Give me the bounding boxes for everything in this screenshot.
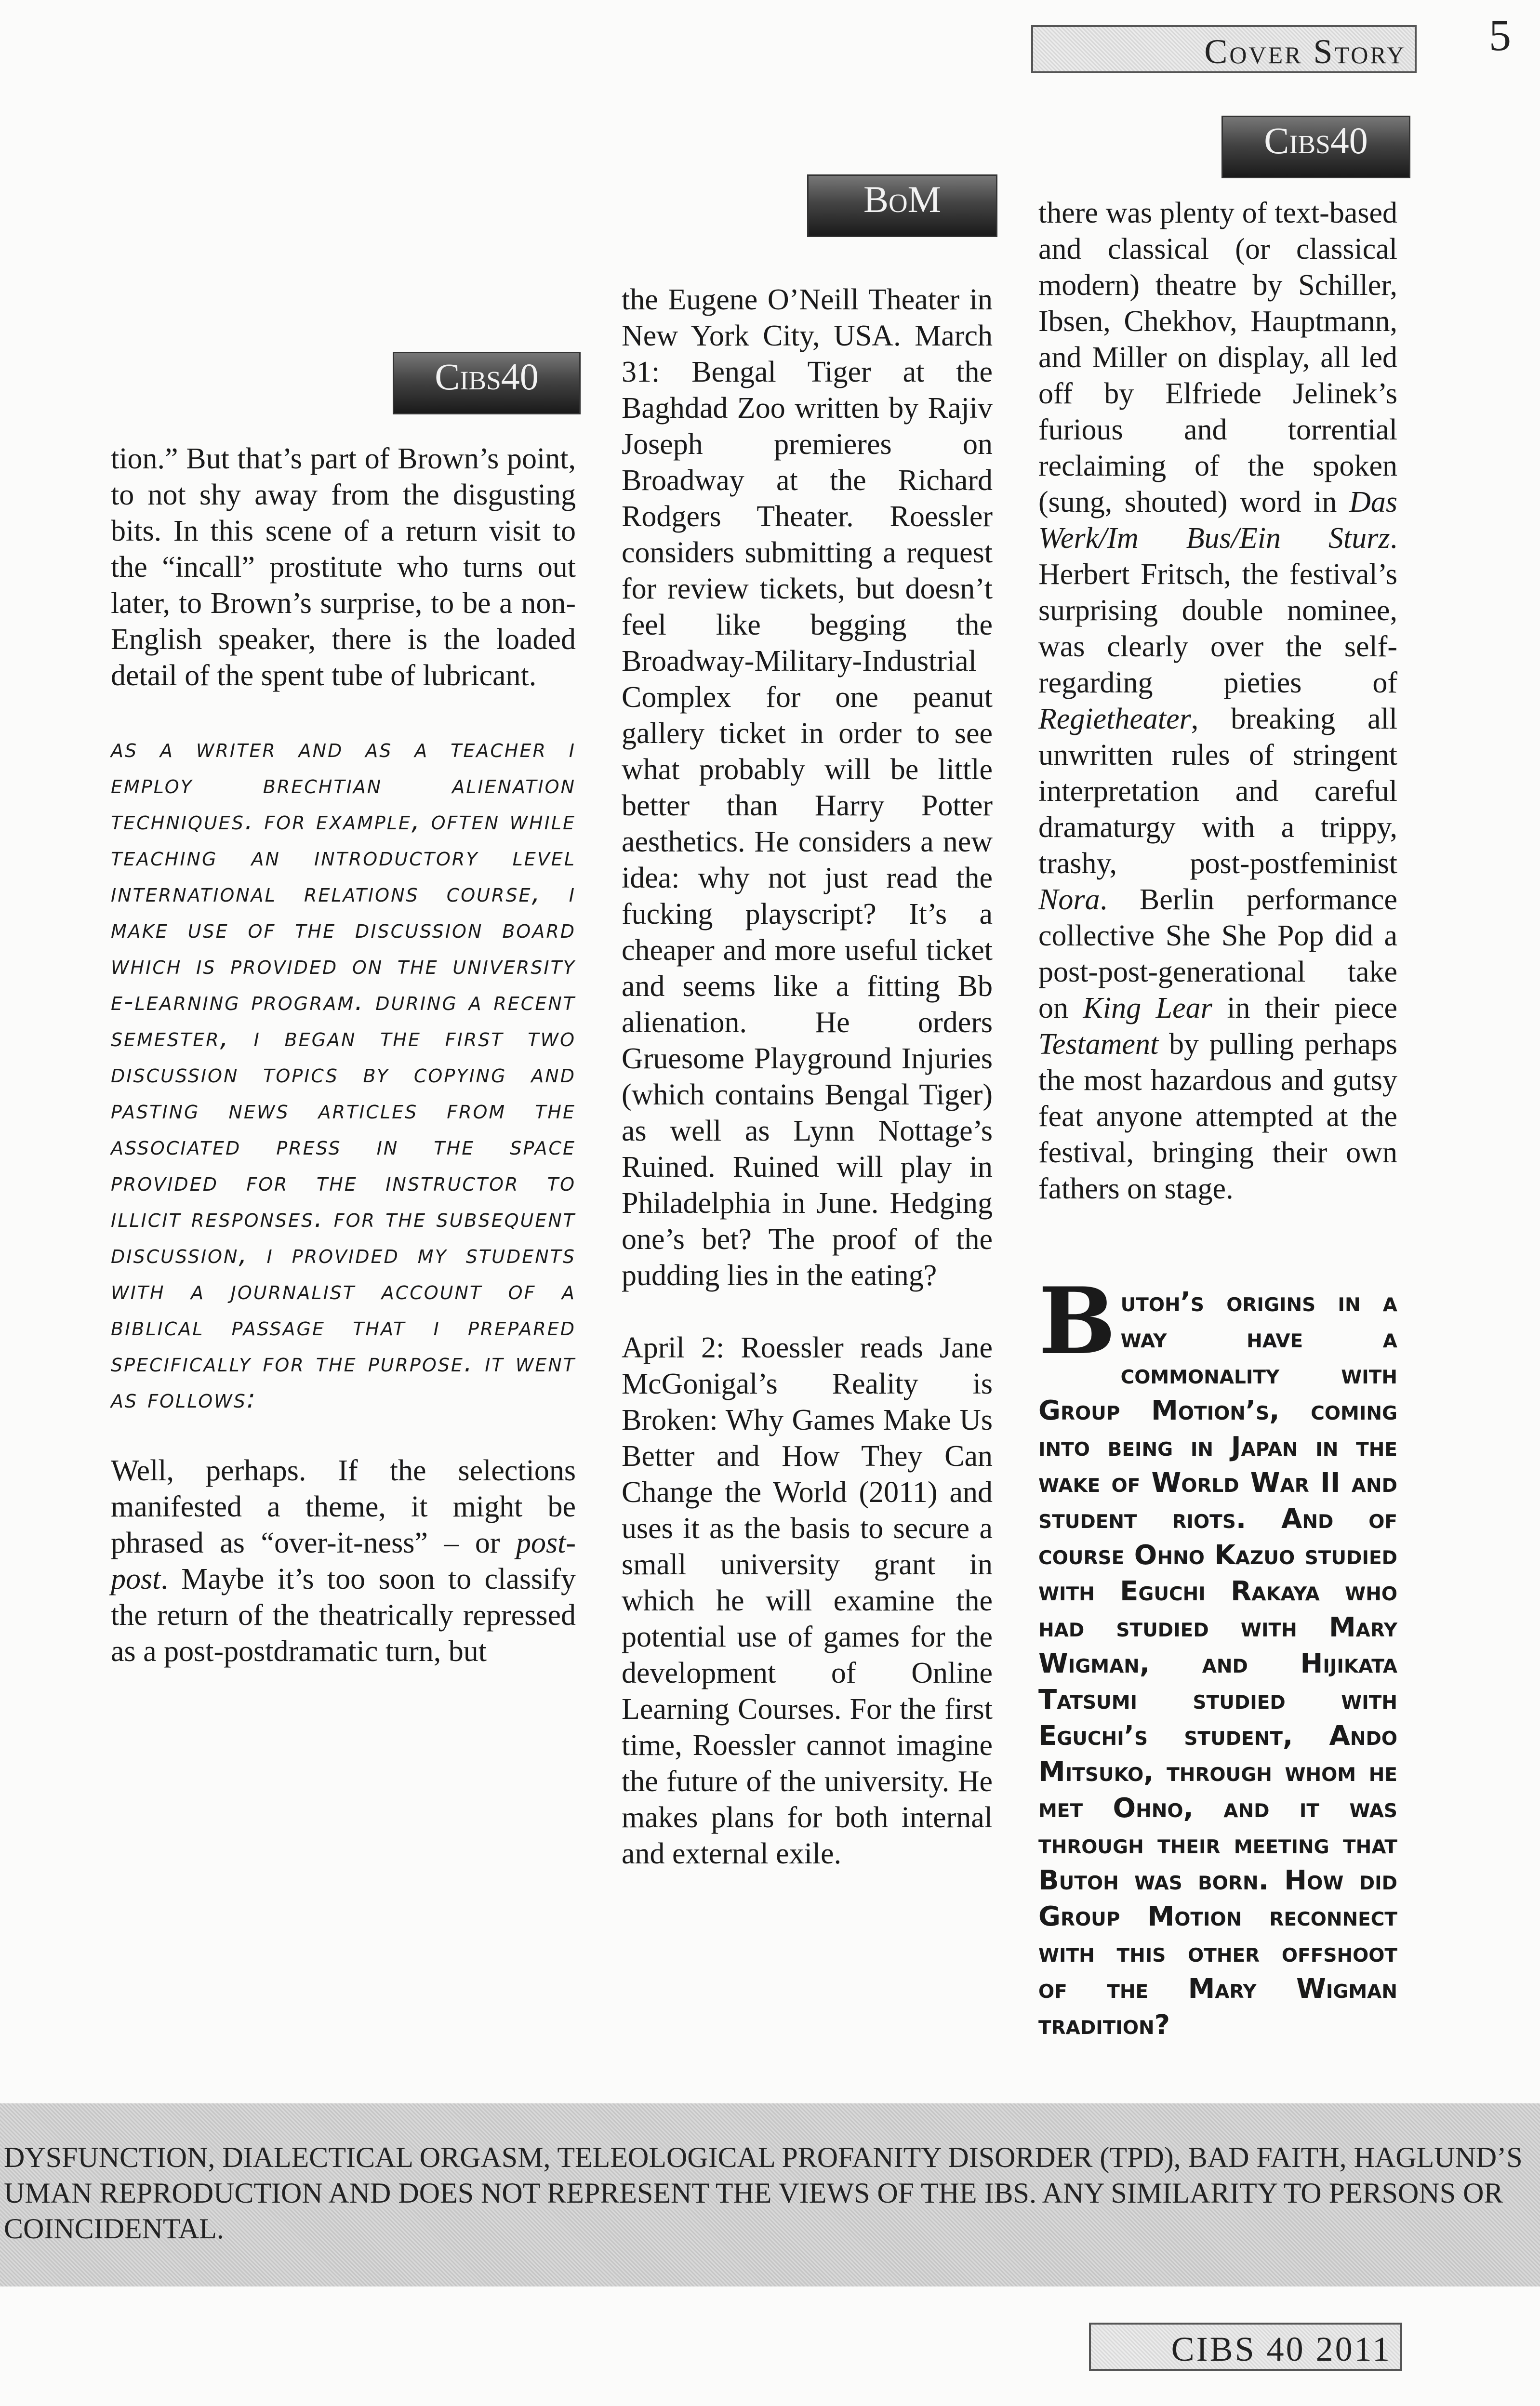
disclaimer-band bbox=[0, 2103, 1540, 2286]
issue-label: CIBS 40 2011 bbox=[1171, 2330, 1392, 2368]
tag-cibs40-col3: Cibs40 bbox=[1221, 116, 1410, 178]
page-number: 5 bbox=[1489, 11, 1511, 60]
issue-footer bbox=[1089, 2323, 1402, 2371]
paragraph: there was plenty of text-based and classical (or classical modern) theatre by Schiller, Ibsen, Chekhov, Hauptmann, and Miller on display, all led off by Elfriede Jelinek’s furious and torrential reclaiming of the spoken (sung, shouted) word in Das Werk/Im Bus/Ein Sturz. Herbert Fritsch, the festival’s surprising double nominee, was clearly over the self-regarding pieties of Regietheater, breaking all unwritten rules of stringent interpretation and careful dramaturgy with a trippy, trashy, post-postfeminist Nora. Berlin performance collective She She Pop did a post-post-generational take on King Lear in their piece Testament by pulling perhaps the most hazardous and gutsy feat anyone attempted at the festival, bringing their own fathers on stage. bbox=[1038, 197, 1397, 1205]
paragraph: tion.” But that’s part of Brown’s point, to not shy away from the disgusting bits. In this scene of a return visit to the “incall” prostitute who turns out later, to Brown’s surprise, to be a non-English speaker, there is the loaded detail of the spent tube of lubricant. bbox=[111, 442, 576, 692]
paragraph: Well, perhaps. If the selections manifested a theme, it might be phrased as “over-it-ness” – or post-post. Maybe it’s too soon to classify the return of the theatrically repressed as a post-postdramatic turn, but bbox=[111, 1454, 576, 1668]
drop-cap: B bbox=[1038, 1267, 1116, 1375]
column-3 bbox=[1038, 195, 1397, 1243]
paragraph: April 2: Roessler reads Jane McGonigal’s Reality is Broken: Why Games Make Us Better and How They Can Change the World (2011) and uses it as the basis to secure a small university grant in which he will examine the potential use of games for the development of Online Learning Courses. For the first time, Roessler cannot imagine the future of the university. He makes plans for both internal and external exile. bbox=[622, 1331, 993, 1870]
column-2 bbox=[622, 282, 993, 1908]
paragraph: the Eugene O’Neill Theater in New York City, USA. March 31: Bengal Tiger at the Baghdad Zoo written by Rajiv Joseph premieres on Broadway at the Richard Rodgers Theater. Roessler considers submitting a request for review tickets, but doesn’t feel like begging the Broadway-Military-Industrial Complex for one peanut gallery ticket in order to see what probably will be little better than Harry Potter aesthetics. He considers a new idea: why not just read the fucking playscript? It’s a cheaper and more useful ticket and seems like a fitting Bb alienation. He orders Gruesome Playground Injuries (which contains Bengal Tiger) as well as Lynn Nottage’s Ruined. Ruined will play in Philadelphia in June. Hedging one’s bet? The proof of the pudding lies in the eating? bbox=[622, 283, 993, 1292]
tag-bom: BoM bbox=[807, 174, 997, 237]
pull-quote: Butoh’s origins in a way have a commonality with Group Motion’s, coming into being in Japan in the wake of World War II and student riots. And of course Ohno Kazuo studied with Eguchi Rakaya who had studied with Mary Wigman, and Hijikata Tatsumi studied with Eguchi’s student, Ando Mitsuko, through whom he met Ohno, and it was through their meeting that Butoh was born. How did Group Motion reconnect with this other offshoot of the Mary Wigman tradition? bbox=[1038, 1267, 1397, 2041]
column-1 bbox=[111, 441, 576, 1706]
tag-cibs40-col1: Cibs40 bbox=[393, 352, 581, 414]
disclaimer-text: DYSFUNCTION, DIALECTICAL ORGASM, TELEOLOGICAL PROFANITY DISORDER (TPD), BAD FAITH, HAGLUND’S UMAN REPRODUCTION AND DOES NOT REPRESENT THE VIEWS OF THE IBS. ANY SIMILARITY TO PERSONS OR COINCIDENTAL. bbox=[4, 2141, 1523, 2245]
section-header bbox=[1031, 25, 1417, 73]
section-title: Cover Story bbox=[1204, 32, 1406, 71]
handwritten-passage: as a writer and as a teacher i employ brechtian alienation techniques. for example, often while teaching an introductory level international relations course, i make use of the discussion board which is provided on the university e-learning program. during a recent semester, i began the first two discussion topics by copying and pasting news articles from the associated press in the space provided for the instructor to illicit responses. for the subsequent discussion, i provided my students with a journalist account of a biblical passage that i prepared specifically for the purpose. it went as follows: bbox=[111, 733, 576, 1414]
